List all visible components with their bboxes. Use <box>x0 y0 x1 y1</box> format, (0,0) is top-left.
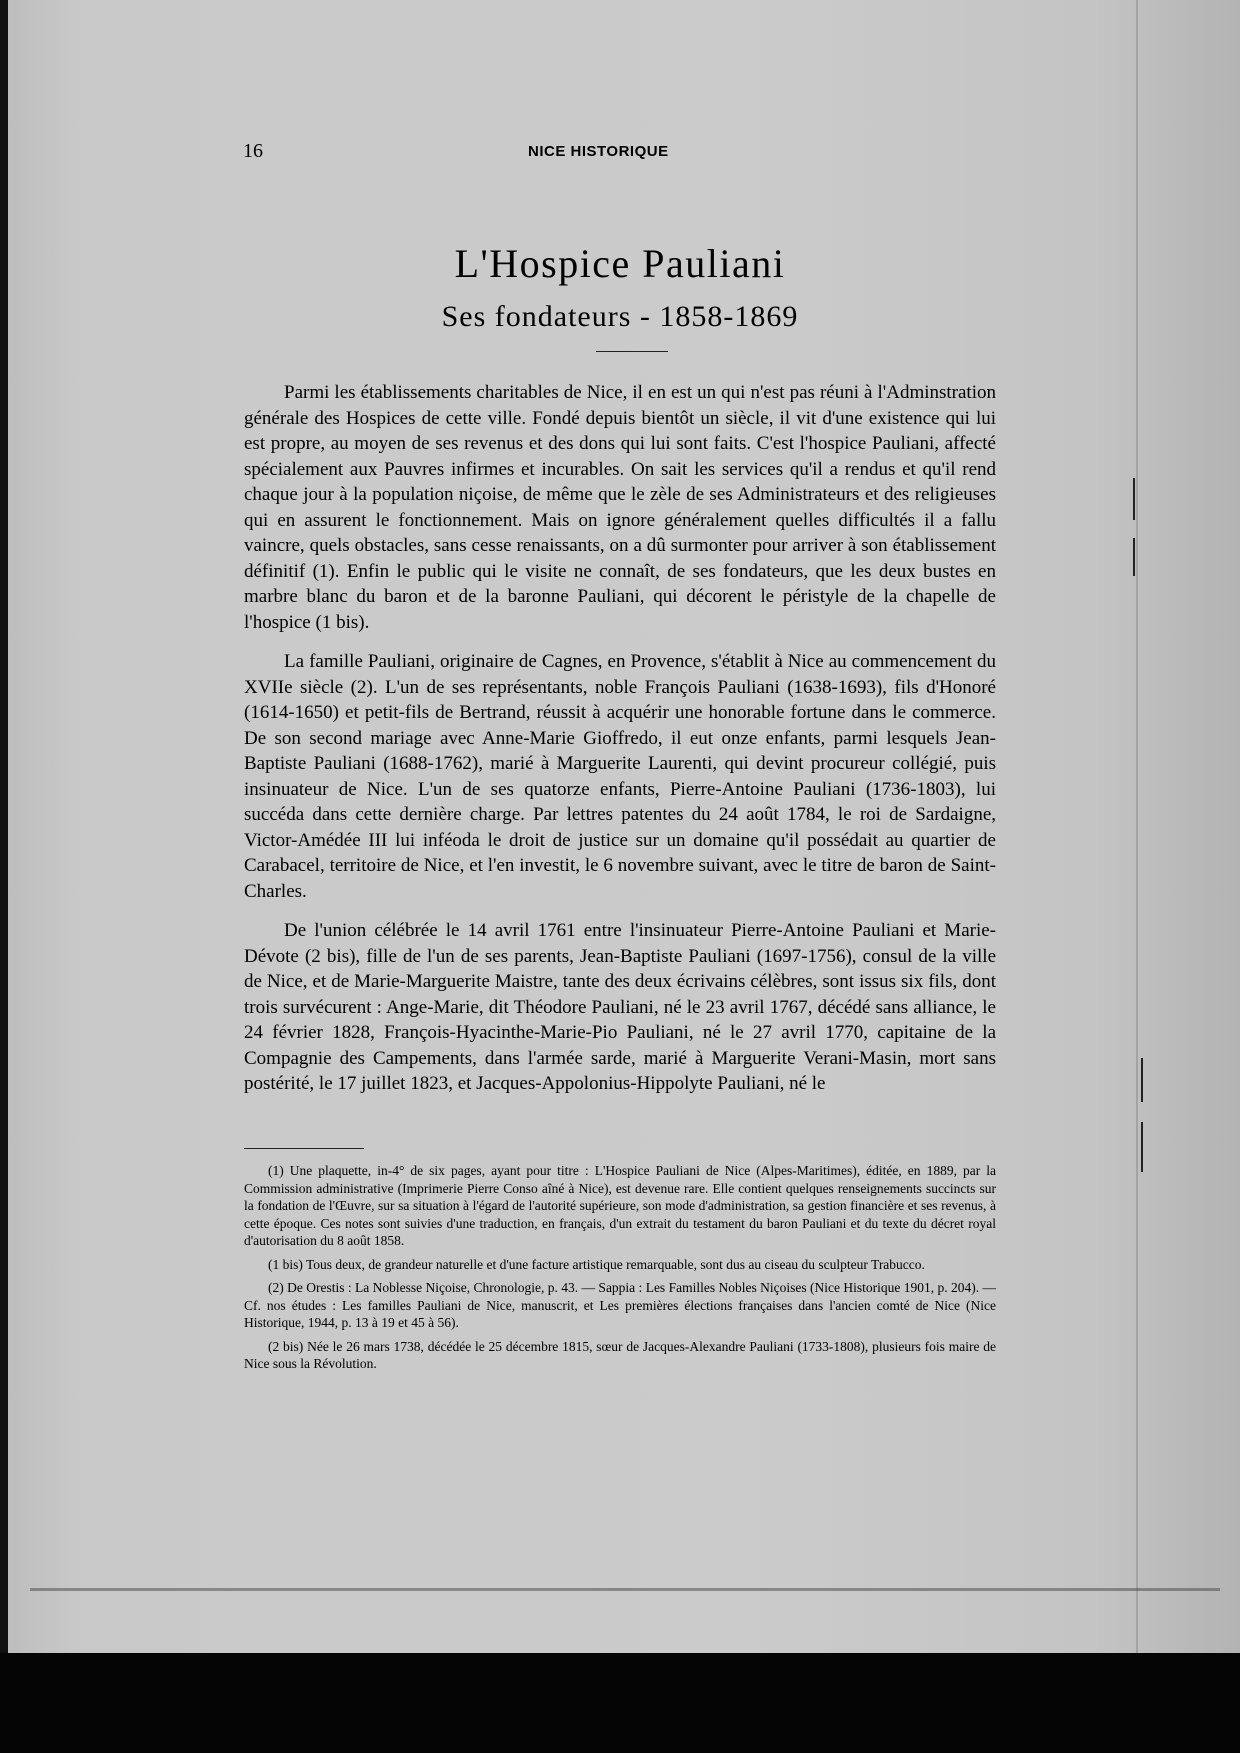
scan-border-bottom <box>0 1653 1240 1753</box>
margin-mark <box>1133 478 1135 520</box>
article-title: L'Hospice Pauliani <box>454 241 786 286</box>
paragraph: Parmi les établissements charitables de Nice, il en est un qui n'est pas réuni à l'Adminstration générale des Hospices de cette ville. Fondé depuis bientôt un siècle, il vit d'une existence qui lui est propre, au moyen de ses revenus et des dons qui lui sont faits. C'est l'hospice Pauliani, affecté spécialement aux Pauvres infirmes et incurables. On sait les services qu'il a rendus et qu'il rend chaque jour à la population niçoise, de même que le zèle de ses Administrateurs et des religieuses qui en assurent le fonctionnement. Mais on ignore généralement quelles difficultés il a fallu vaincre, quels obstacles, sans cesse renaissants, on a dû surmonter pour arriver à son établissement définitif (1). Enfin le public qui le visite ne connaît, de ses fondateurs, que les deux bustes en marbre blanc du baron et de la baronne Pauliani, qui décorent le péristyle de la chapelle de l'hospice (1 bis). <box>244 382 996 633</box>
footnote: (2) De Orestis : La Noblesse Niçoise, Chronologie, p. 43. — Sappia : Les Familles Nobles Niçoises (Nice Historique 1901, p. 204). — Cf. nos études : Les familles Pauliani de Nice, manuscrit, et Les premières élections françaises dans l'ancien comté de Nice (Nice Historique, 1944, p. 13 à 19 et 45 à 56). <box>244 1280 996 1330</box>
footnote-divider <box>244 1148 364 1149</box>
margin-mark <box>1141 1122 1143 1172</box>
page-number: 16 <box>243 140 263 162</box>
margin-mark <box>1141 1058 1143 1102</box>
paragraph: La famille Pauliani, originaire de Cagnes, en Provence, s'établit à Nice au commencement du XVIIe siècle (2). L'un de ses représentants, noble François Pauliani (1638-1693), fils d'Honoré (1614-1650) et petit-fils de Bertrand, réussit à acquérir une honorable fortune dans le commerce. De son second mariage avec Anne-Marie Gioffredo, il eut onze enfants, parmi lesquels Jean-Baptiste Pauliani (1688-1762), marié à Marguerite Laurenti, qui devint procureur collégié, puis insinuateur de Nice. L'un de ses quatorze enfants, Pierre-Antoine Pauliani (1736-1803), lui succéda dans cette dernière charge. Par lettres patentes du 24 août 1784, le roi de Sardaigne, Victor-Amédée III lui inféoda le droit de justice sur un domaine qu'il possédait au quartier de Carabacel, territoire de Nice, et l'en investit, le 6 novembre suivant, avec le titre de baron de Saint-Charles. <box>244 651 996 902</box>
footnote: (1) Une plaquette, in-4° de six pages, ayant pour titre : L'Hospice Pauliani de Nice (Alpes-Maritimes), éditée, en 1889, par la Commission administrative (Imprimerie Pierre Conso aîné à Nice), est devenue rare. Elle contient quelques renseignements succincts sur la fondation de l'Œuvre, sur sa situation à l'égard de l'autorité supérieure, son mode d'administration, sa gestion financière et ses revenus, à cette époque. Ces notes sont suivies d'une traduction, en français, d'un extrait du testament du baron Pauliani et du texte du décret royal d'autorisation du 8 août 1858. <box>244 1163 996 1248</box>
margin-mark <box>1133 538 1135 576</box>
paragraph: De l'union célébrée le 14 avril 1761 entre l'insinuateur Pierre-Antoine Pauliani et Marie-Dévote (2 bis), fille de l'un de ses parents, Jean-Baptiste Pauliani (1697-1756), consul de la ville de Nice, et de Marie-Marguerite Maistre, tante des deux écrivains célèbres, sont issus six fils, dont trois survécurent : Ange-Marie, dit Théodore Pauliani, né le 23 avril 1767, décédé sans alliance, le 24 février 1828, François-Hyacinthe-Marie-Pio Pauliani, né le 27 avril 1770, capitaine de la Compagnie des Campements, dans l'armée sarde, marié à Marguerite Verani-Masin, mort sans postérité, le 17 juillet 1823, et Jacques-Appolonius-Hippolyte Pauliani, né le <box>244 920 996 1094</box>
running-title: NICE HISTORIQUE <box>528 143 669 160</box>
footnotes <box>244 1162 996 1379</box>
page-bottom-edge <box>30 1588 1220 1591</box>
footnote: (1 bis) Tous deux, de grandeur naturelle et d'une facture artistique remarquable, sont dus au ciseau du sculpteur Trabucco. <box>268 1256 925 1272</box>
title-divider <box>596 351 668 352</box>
page-header <box>0 140 1240 164</box>
article-body <box>244 380 996 1111</box>
article-subtitle: Ses fondateurs - 1858-1869 <box>441 300 799 333</box>
footnote: (2 bis) Née le 26 mars 1738, décédée le 25 décembre 1815, sœur de Jacques-Alexandre Pauliani (1733-1808), plusieurs fois maire de Nice sous la Révolution. <box>244 1338 996 1371</box>
